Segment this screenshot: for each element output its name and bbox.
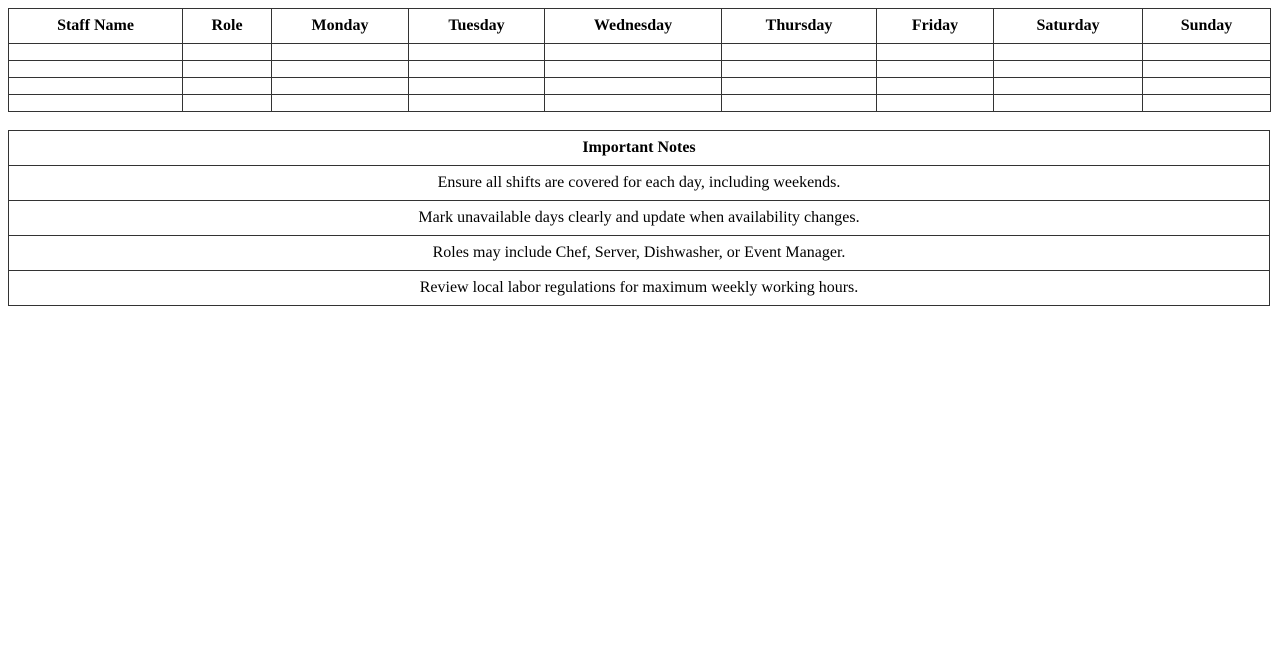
cell-saturday[interactable] (994, 44, 1143, 61)
cell-monday[interactable] (272, 61, 409, 78)
header-saturday: Saturday (994, 9, 1143, 44)
header-staff-name: Staff Name (9, 9, 183, 44)
header-role: Role (183, 9, 272, 44)
cell-staff-name[interactable] (9, 44, 183, 61)
table-row (9, 44, 1271, 61)
cell-monday[interactable] (272, 44, 409, 61)
cell-friday[interactable] (877, 44, 994, 61)
cell-friday[interactable] (877, 95, 994, 112)
page (0, 0, 1278, 314)
header-sunday: Sunday (1143, 9, 1271, 44)
header-friday: Friday (877, 9, 994, 44)
cell-wednesday[interactable] (545, 95, 722, 112)
cell-role[interactable] (183, 44, 272, 61)
note-row (9, 166, 1270, 201)
note-row (9, 201, 1270, 236)
cell-role[interactable] (183, 61, 272, 78)
cell-wednesday[interactable] (545, 78, 722, 95)
cell-saturday[interactable] (994, 61, 1143, 78)
note-item: Mark unavailable days clearly and update when availability changes. (9, 201, 1270, 236)
cell-saturday[interactable] (994, 78, 1143, 95)
cell-staff-name[interactable] (9, 78, 183, 95)
header-thursday: Thursday (722, 9, 877, 44)
cell-wednesday[interactable] (545, 44, 722, 61)
cell-saturday[interactable] (994, 95, 1143, 112)
cell-friday[interactable] (877, 78, 994, 95)
cell-role[interactable] (183, 78, 272, 95)
staff-schedule-table (8, 8, 1271, 112)
notes-title: Important Notes (9, 131, 1270, 166)
header-row (9, 9, 1271, 44)
header-wednesday: Wednesday (545, 9, 722, 44)
cell-thursday[interactable] (722, 61, 877, 78)
header-tuesday: Tuesday (409, 9, 545, 44)
table-row (9, 78, 1271, 95)
cell-monday[interactable] (272, 95, 409, 112)
cell-tuesday[interactable] (409, 44, 545, 61)
note-row (9, 236, 1270, 271)
cell-staff-name[interactable] (9, 95, 183, 112)
note-item: Ensure all shifts are covered for each day, including weekends. (9, 166, 1270, 201)
header-monday: Monday (272, 9, 409, 44)
table-row (9, 61, 1271, 78)
cell-thursday[interactable] (722, 78, 877, 95)
cell-friday[interactable] (877, 61, 994, 78)
cell-staff-name[interactable] (9, 61, 183, 78)
cell-tuesday[interactable] (409, 61, 545, 78)
cell-wednesday[interactable] (545, 61, 722, 78)
cell-thursday[interactable] (722, 95, 877, 112)
cell-sunday[interactable] (1143, 78, 1271, 95)
cell-sunday[interactable] (1143, 44, 1271, 61)
cell-sunday[interactable] (1143, 95, 1271, 112)
table-row (9, 95, 1271, 112)
cell-tuesday[interactable] (409, 95, 545, 112)
cell-thursday[interactable] (722, 44, 877, 61)
cell-role[interactable] (183, 95, 272, 112)
note-item: Review local labor regulations for maximum weekly working hours. (9, 271, 1270, 306)
note-item: Roles may include Chef, Server, Dishwasher, or Event Manager. (9, 236, 1270, 271)
notes-header-row (9, 131, 1270, 166)
cell-monday[interactable] (272, 78, 409, 95)
cell-tuesday[interactable] (409, 78, 545, 95)
important-notes-table (8, 130, 1270, 306)
note-row (9, 271, 1270, 306)
cell-sunday[interactable] (1143, 61, 1271, 78)
